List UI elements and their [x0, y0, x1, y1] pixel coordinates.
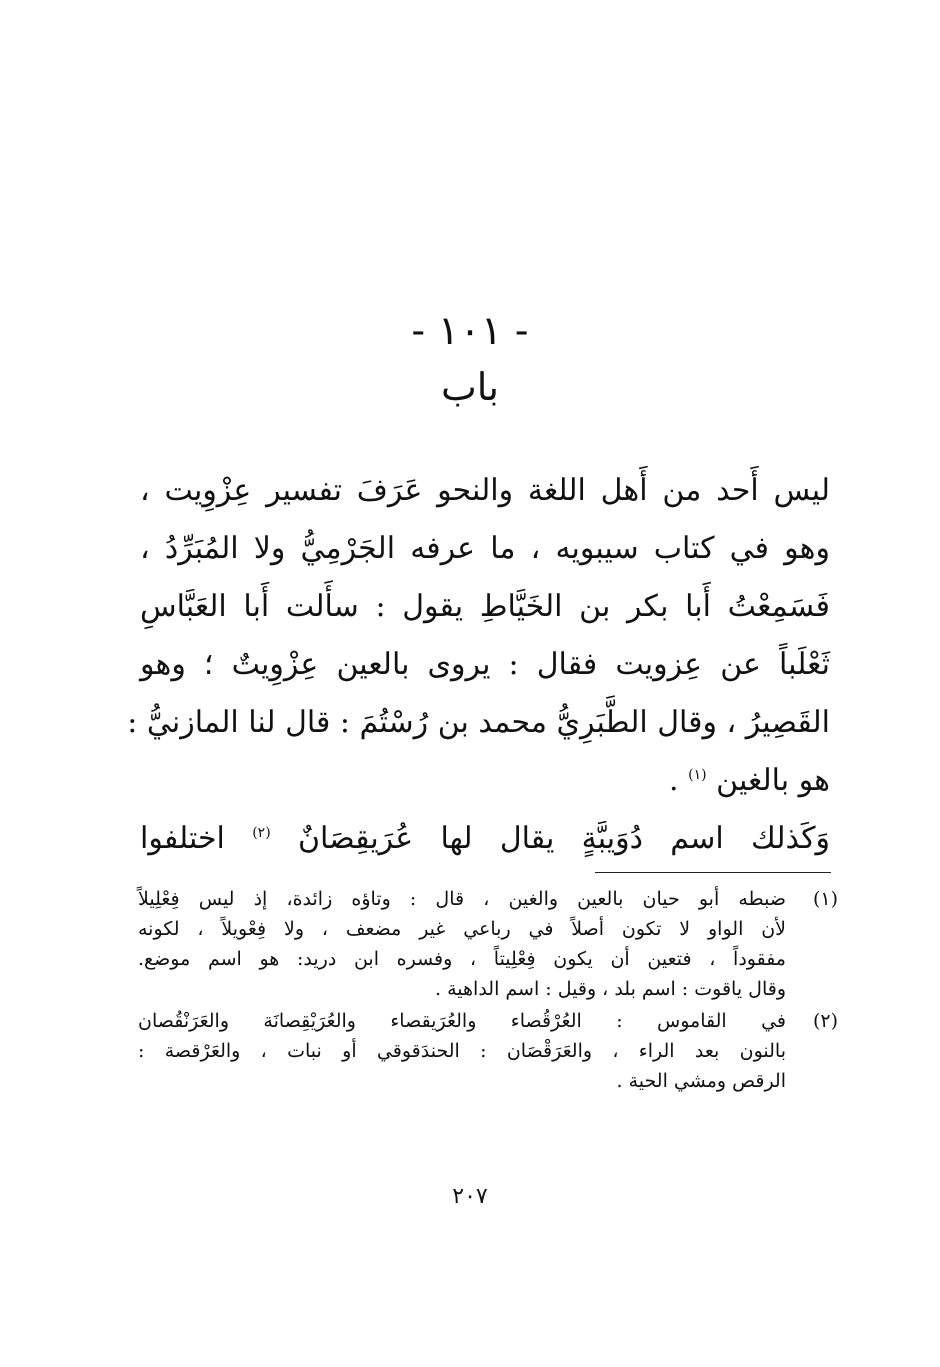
- body-line-last: [140, 752, 830, 810]
- body-line: ليس أَحد من أَهل اللغة والنحو عَرَفَ تفسير عِزْوِيت ،: [140, 473, 830, 508]
- footnote-line: في القاموس : العُرْقُصاء والعُرَيقصاء والعُرَيْقِصانَة والعَرَنْقُصان: [138, 1010, 786, 1032]
- footnote-line: مفقوداً ، فتعين أن يكون فِعْلِيتاً ، وفسره ابن دريد: هو اسم موضع.: [138, 948, 786, 970]
- section-number: - ١٠١ -: [411, 308, 529, 354]
- footnote-line: الرقص ومشي الحية .: [616, 1070, 786, 1092]
- body-line: وهو في كتاب سيبويه ، ما عرفه الجَرْمِيُّ ولا المُبَرِّدُ ،: [140, 531, 830, 566]
- footnote-text: [138, 1006, 786, 1096]
- body-line: فَسَمِعْتُ أَبا بكر بن الخَيَّاطِ يقول : سأَلت أَبا العَبَّاسِ: [140, 589, 830, 624]
- footnotes: [138, 884, 838, 1098]
- footnote-number: (٢): [812, 1010, 838, 1032]
- body-line: ثَعْلَباً عن عِزويت فقال : يروى بالعين عِزْوِيتٌ ؛ وهو: [140, 647, 830, 682]
- footnote-ref-2[interactable]: (٢): [252, 825, 271, 841]
- footnote-2: [138, 1006, 838, 1096]
- footnote-line: وقال ياقوت : اسم بلد ، وقيل : اسم الداهية .: [435, 978, 786, 1000]
- page-number: ٢٠٧: [452, 1184, 488, 1209]
- body-line-text: هو بالغين: [716, 763, 830, 798]
- second-paragraph: [140, 810, 830, 868]
- section-title: باب: [441, 365, 499, 409]
- footnote-number: (١): [812, 888, 838, 910]
- footnote-line: بالنون بعد الراء ، والعَرَقْصَان : الحندَقوقي أو نبات ، والعَرْقصة :: [138, 1040, 786, 1062]
- body-line: القَصِيرُ ، وقال الطَّبَرِيُّ محمد بن رُسْتُمَ : قال لنا المازنيُّ :: [127, 705, 830, 740]
- footnote-divider: [595, 872, 831, 873]
- footnote-text: [138, 884, 786, 1004]
- sentence-end: .: [669, 763, 679, 798]
- footnote-line: لأن الواو لا تكون أصلاً في رباعي غير مضعف ، ولا فِعْويلاً ، لكونه: [138, 918, 786, 940]
- footnote-ref-1[interactable]: (١): [688, 767, 707, 783]
- body-line-text: وَكَذلك اسم دُوَيبَّةٍ يقال لها عُرَيقِصَانٌ: [297, 821, 830, 856]
- body-line-continuation: اختلفوا: [140, 821, 225, 856]
- footnote-line: ضبطه أبو حيان بالعين والغين ، قال : وتاؤه زائدة، إذ ليس فِعْلِيلاً: [138, 888, 786, 910]
- footnote-1: [138, 884, 838, 1004]
- main-paragraph: [127, 462, 830, 810]
